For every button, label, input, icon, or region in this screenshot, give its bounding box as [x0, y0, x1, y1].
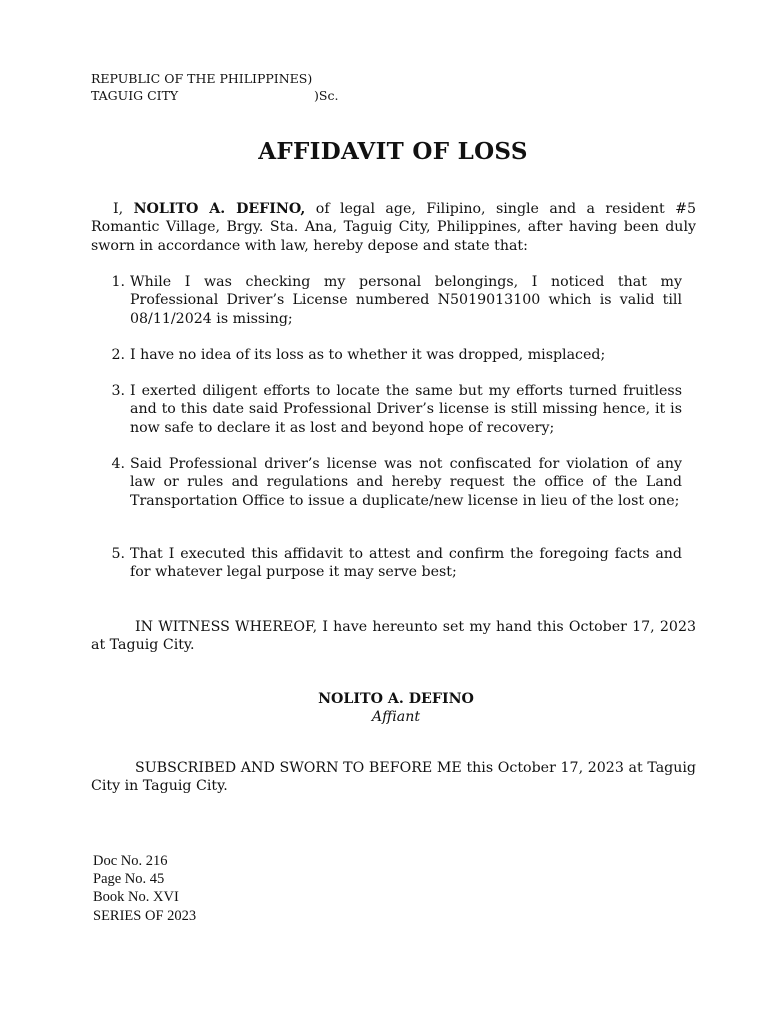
jurat-clause: SUBSCRIBED AND SWORN TO BEFORE ME this October 17, 2023 at Taguig City in Taguig City.	[91, 760, 696, 795]
venue-sc: )Sc.	[314, 88, 339, 103]
statement-number: 2.	[111, 347, 125, 363]
witness-clause: IN WITNESS WHEREOF, I have hereunto set my hand this October 17, 2023 at Taguig City.	[91, 619, 696, 654]
statement-text: That I executed this affidavit to attest and confirm the foregoing facts and for whatever legal purpose it may serve best;	[130, 546, 682, 581]
venue-header	[91, 70, 411, 104]
statement-text: Said Professional driver’s license was not confiscated for violation of any law or rules and regulations and hereby request the office of the Land Transportation Office to issue a duplicate/new license in lieu of the lost one;	[130, 456, 682, 509]
intro-text: of legal age, Filipino, single and a resident #5 Romantic Village, Brgy. Sta. Ana, Taguig City, Philippines, after having been duly sworn in accordance with law, hereby depose and state that:	[91, 201, 697, 254]
venue-city: TAGUIG CITY	[91, 88, 179, 103]
statement-number: 1.	[111, 274, 125, 290]
intro-paragraph	[91, 200, 696, 255]
notarial-register	[93, 852, 313, 925]
venue-country: REPUBLIC OF THE PHILIPPINES)	[91, 71, 313, 86]
statement-number: 4.	[111, 456, 125, 472]
page-number: Page No. 45	[93, 871, 165, 888]
series-year: SERIES OF 2023	[93, 907, 197, 924]
statement-text: I exerted diligent efforts to locate the same but my efforts turned fruitless and to this date said Professional Driver’s license is still missing hence, it is now safe to declare it as lost and beyond hope of recovery;	[130, 383, 682, 436]
statement-number: 3.	[111, 383, 125, 399]
book-number: Book No. XVI	[93, 889, 179, 906]
affiant-name-inline: NOLITO A. DEFINO,	[133, 201, 306, 217]
venue-city-line	[91, 87, 411, 104]
statement-text: While I was checking my personal belongings, I noticed that my Professional Driver’s License numbered N5019013100 which is valid till 08/11/2024 is missing;	[130, 274, 682, 327]
affiant-name: NOLITO A. DEFINO	[318, 691, 474, 707]
affiant-role: Affiant	[371, 709, 421, 726]
document-title: AFFIDAVIT OF LOSS	[258, 138, 528, 165]
intro-prefix: I,	[113, 201, 124, 217]
signature-block	[0, 690, 768, 727]
statement-number: 5.	[111, 546, 125, 562]
statement-text: I have no idea of its loss as to whether it was dropped, misplaced;	[130, 347, 606, 363]
doc-number: Doc No. 216	[93, 853, 168, 869]
